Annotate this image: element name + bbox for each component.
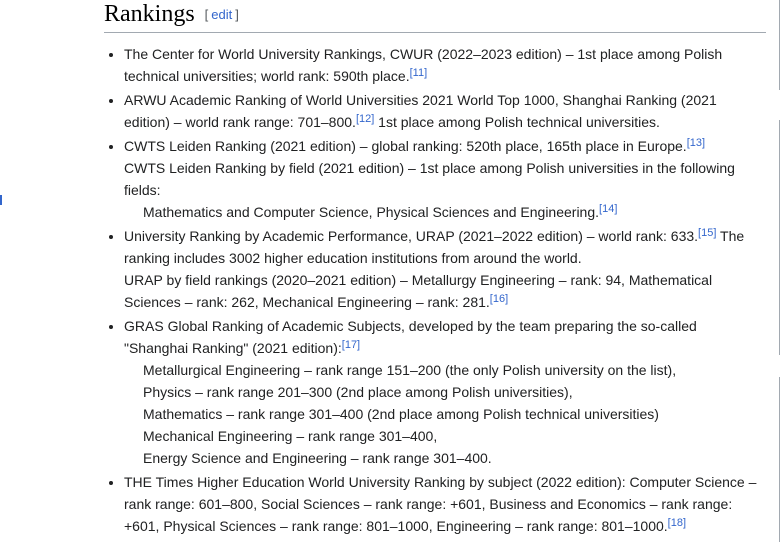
citation-link[interactable]: [12] xyxy=(355,113,375,125)
text-line: • THE Times Higher Education World University Ranking by subject (2022 edition): Computer Science – xyxy=(124,474,757,490)
citation-sup xyxy=(599,203,617,215)
text-line: "Shanghai Ranking" (2021 edition):[17] xyxy=(124,339,361,356)
rankings-list xyxy=(104,43,766,537)
citation-link[interactable]: [13] xyxy=(686,137,706,149)
list-item xyxy=(124,315,766,469)
edit-bracket-close: ] xyxy=(235,7,239,22)
infobox-left-border-segment-bottom xyxy=(779,377,780,542)
article-section-rankings xyxy=(104,0,766,539)
section-heading xyxy=(104,0,766,33)
text-line: Sciences – rank: 262, Mechanical Engineering – rank: 281.[16] xyxy=(124,293,509,310)
text-line: Energy Science and Engineering – rank range 301–400. xyxy=(143,450,492,466)
citation-link[interactable]: [17] xyxy=(341,339,361,351)
text-line: Mathematics – rank range 301–400 (2nd place among Polish technical universities) xyxy=(143,406,659,422)
citation-link[interactable]: [14] xyxy=(599,203,618,215)
edit-section xyxy=(205,7,239,22)
text-line: rank range: 601–800, Social Sciences – rank range: +601, Business and Economics – rank range: xyxy=(124,496,733,512)
infobox-left-border-segment-middle xyxy=(779,120,780,355)
citation-sup xyxy=(356,113,374,125)
page-title: Rankings xyxy=(104,1,195,27)
citation-sup xyxy=(490,293,508,305)
text-line: technical universities; world rank: 590th place.[11] xyxy=(124,67,428,84)
citation-link[interactable]: [15] xyxy=(698,227,717,239)
edit-link[interactable]: edit xyxy=(211,7,233,22)
text-line: CWTS Leiden Ranking by field (2021 edition) – 1st place among Polish universities in the following xyxy=(124,160,735,176)
citation-link[interactable]: [16] xyxy=(489,293,509,305)
citation-link[interactable]: [18] xyxy=(667,517,687,529)
text-line: • The Center for World University Rankings, CWUR (2022–2023 edition) – 1st place among Polish xyxy=(124,46,723,62)
list-item xyxy=(124,135,766,223)
text-line: +601, Physical Sciences – rank range: 801–1000, Engineering – rank range: 801–1000.[18] xyxy=(124,517,687,534)
citation-sup xyxy=(410,67,428,79)
sidebar-link-fragment xyxy=(0,195,2,205)
text-line: • CWTS Leiden Ranking (2021 edition) – global ranking: 520th place, 165th place in Europe.[13] xyxy=(124,137,706,154)
text-line: • University Ranking by Academic Performance, URAP (2021–2022 edition) – world rank: 633.[15] The xyxy=(124,227,745,244)
text-line: Mathematics and Computer Science, Physical Sciences and Engineering.[14] xyxy=(143,203,618,220)
text-line: • GRAS Global Ranking of Academic Subjects, developed by the team preparing the so-called xyxy=(124,318,697,334)
citation-sup xyxy=(342,339,360,351)
text-line: Metallurgical Engineering – rank range 151–200 (the only Polish university on the list), xyxy=(143,362,677,378)
text-line: • ARWU Academic Ranking of World Universities 2021 World Top 1000, Shanghai Ranking (2021 xyxy=(124,92,717,108)
text-line: edition) – world rank range: 701–800.[12] 1st place among Polish technical universities. xyxy=(124,113,660,130)
infobox-left-border-segment-top xyxy=(779,0,780,90)
text-line: fields: xyxy=(124,182,161,198)
citation-link[interactable]: [11] xyxy=(409,67,428,79)
citation-sup xyxy=(698,227,716,239)
text-line: Mechanical Engineering – rank range 301–400, xyxy=(143,428,438,444)
list-item xyxy=(124,43,766,87)
citation-sup xyxy=(687,137,705,149)
text-line: URAP by field rankings (2020–2021 edition) – Metallurgy Engineering – rank: 94, Mathematical xyxy=(124,272,713,288)
list-item xyxy=(124,471,766,537)
citation-sup xyxy=(668,517,686,529)
edit-bracket-open: [ xyxy=(204,7,209,22)
list-item xyxy=(124,89,766,133)
text-line: ranking includes 3002 higher education institutions from around the world. xyxy=(124,250,582,266)
text-line: Physics – rank range 201–300 (2nd place among Polish universities), xyxy=(143,384,573,400)
list-item xyxy=(124,225,766,313)
